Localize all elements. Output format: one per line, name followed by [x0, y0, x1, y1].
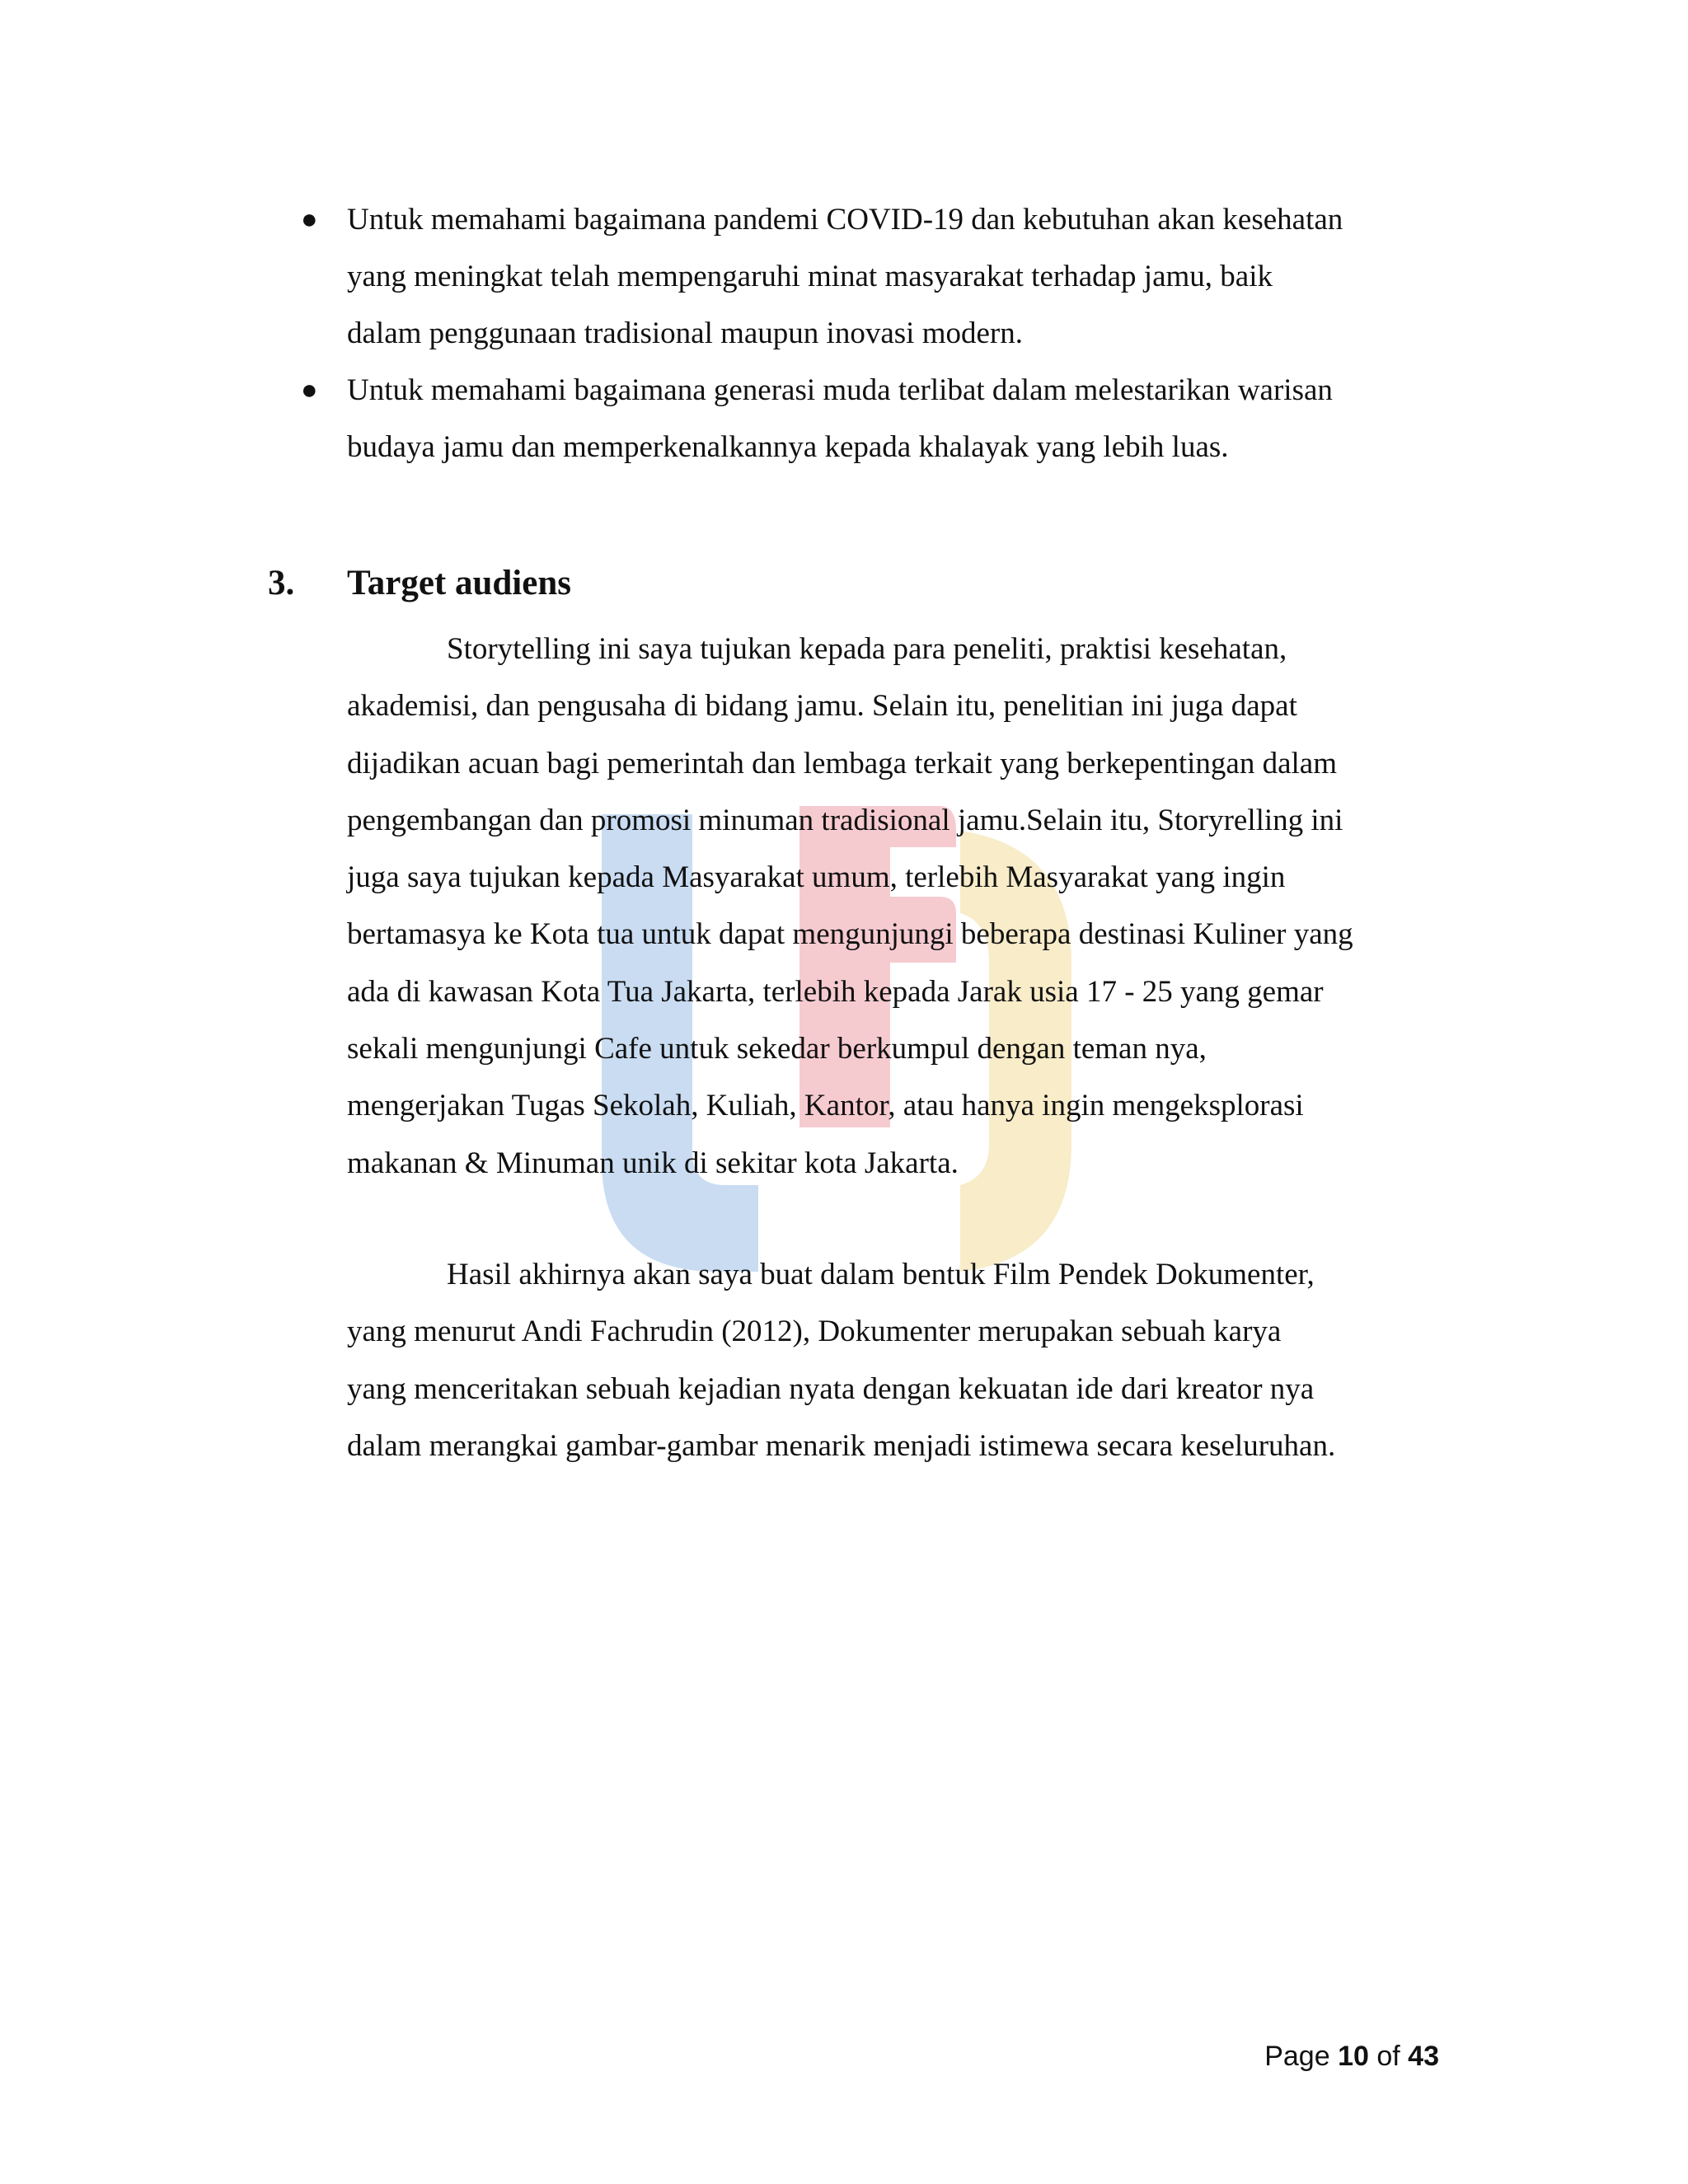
bullet-marker: ● [301, 375, 318, 405]
text-line: Untuk memahami bagaimana generasi muda terlibat dalam melestarikan warisan [347, 373, 1333, 407]
text-line: ada di kawasan Kota Tua Jakarta, terlebih kepada Jarak usia 17 - 25 yang gemar [347, 974, 1324, 1009]
text-line: Hasil akhirnya akan saya buat dalam bentuk Film Pendek Dokumenter, [447, 1258, 1315, 1291]
text-line: dijadikan acuan bagi pemerintah dan lembaga terkait yang berkepentingan dalam [347, 746, 1337, 780]
text-line: Untuk memahami bagaimana pandemi COVID-19 dan kebutuhan akan kesehatan [347, 203, 1343, 237]
paragraph [347, 621, 1456, 1192]
section-title: Target audiens [347, 564, 571, 602]
page-label: Page [1264, 2041, 1330, 2072]
bullet-item [347, 362, 1451, 476]
text-line: sekali mengunjungi Cafe untuk sekedar berkumpul dengan teman nya, [347, 1032, 1207, 1066]
bullet-marker: ● [301, 204, 318, 235]
of-label: of [1376, 2041, 1400, 2072]
total-pages-number: 43 [1408, 2041, 1439, 2072]
text-line: budaya jamu dan memperkenalkannya kepada khalayak yang lebih luas. [347, 430, 1229, 464]
text-line: pengembangan dan promosi minuman tradisional jamu.Selain itu, Storyrelling ini [347, 803, 1343, 837]
bullet-item [347, 191, 1451, 362]
section-number: 3. [268, 564, 295, 602]
text-line: juga saya tujukan kepada Masyarakat umum, terlebih Masyarakat yang ingin [347, 860, 1286, 895]
text-line: mengerjakan Tugas Sekolah, Kuliah, Kantor, atau hanya ingin mengeksplorasi [347, 1089, 1304, 1123]
page-footer [1264, 2036, 1439, 2077]
current-page-number: 10 [1338, 2041, 1369, 2072]
text-line: bertamasya ke Kota tua untuk dapat mengunjungi beberapa destinasi Kuliner yang [347, 917, 1353, 952]
text-line: dalam merangkai gambar-gambar menarik menjadi istimewa secara keseluruhan. [347, 1428, 1336, 1463]
text-line: yang meningkat telah mempengaruhi minat masyarakat terhadap jamu, baik [347, 260, 1273, 293]
text-line: Storytelling ini saya tujukan kepada para peneliti, praktisi kesehatan, [447, 632, 1287, 666]
paragraph [347, 1246, 1456, 1474]
text-line: yang menurut Andi Fachrudin (2012), Dokumenter merupakan sebuah karya [347, 1315, 1282, 1349]
text-line: yang menceritakan sebuah kejadian nyata dengan kekuatan ide dari kreator nya [347, 1371, 1315, 1406]
text-line: dalam penggunaan tradisional maupun inovasi modern. [347, 316, 1023, 350]
text-line: makanan & Minuman unik di sekitar kota Jakarta. [347, 1146, 959, 1180]
text-line: akademisi, dan pengusaha di bidang jamu. Selain itu, penelitian ini juga dapat [347, 689, 1297, 724]
